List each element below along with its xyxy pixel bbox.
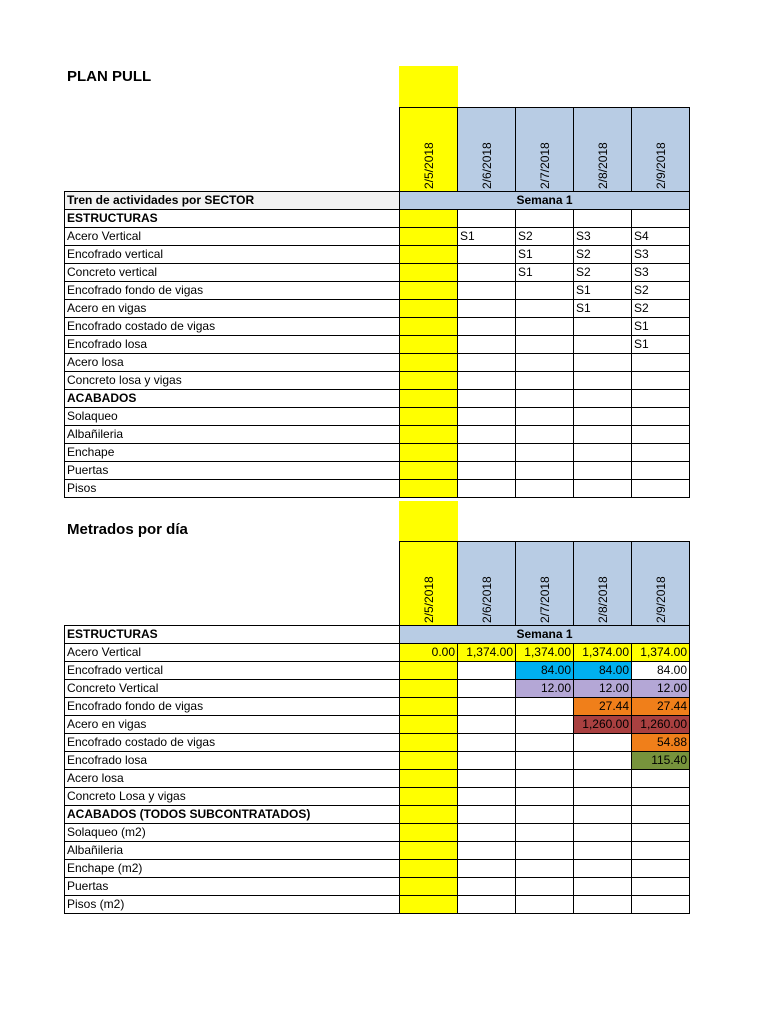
metrados-cell (458, 734, 516, 752)
plan-cell (458, 390, 516, 408)
plan-cell (458, 318, 516, 336)
metrados-date: 2/6/2018 (479, 576, 494, 623)
metrados-row (65, 734, 690, 752)
plan-cell (516, 318, 574, 336)
plan-date: 2/7/2018 (537, 142, 552, 189)
metrados-cell (516, 878, 574, 896)
metrados-cell (574, 806, 632, 824)
metrados-cell (574, 896, 632, 914)
metrados-cell: 1,260.00 (632, 716, 690, 734)
plan-row (65, 408, 690, 426)
metrados-row (65, 752, 690, 770)
plan-cell (516, 390, 574, 408)
metrados-cell: 12.00 (574, 680, 632, 698)
plan-row (65, 354, 690, 372)
metrados-header-label: ESTRUCTURAS (65, 626, 400, 644)
plan-cell: S1 (632, 336, 690, 354)
plan-row-label: Concreto vertical (65, 264, 400, 282)
metrados-date: 2/5/2018 (421, 576, 436, 623)
metrados-row-label: Acero en vigas (65, 716, 400, 734)
plan-cell: S2 (516, 228, 574, 246)
plan-cell: S2 (574, 264, 632, 282)
metrados-cell (400, 716, 458, 734)
metrados-row (65, 644, 690, 662)
metrados-cell: 1,374.00 (632, 644, 690, 662)
plan-row-label: Puertas (65, 462, 400, 480)
metrados-cell (516, 824, 574, 842)
metrados-row (65, 698, 690, 716)
plan-row-label: Encofrado vertical (65, 246, 400, 264)
metrados-row (65, 788, 690, 806)
metrados-cell (632, 896, 690, 914)
plan-cell (516, 480, 574, 498)
yellow-column-cap (399, 66, 458, 107)
metrados-row-label: Concreto Losa y vigas (65, 788, 400, 806)
plan-cell: S4 (632, 228, 690, 246)
metrados-cell (458, 842, 516, 860)
plan-row-label: Encofrado losa (65, 336, 400, 354)
plan-cell (400, 264, 458, 282)
metrados-table (64, 541, 690, 914)
plan-cell (400, 336, 458, 354)
plan-cell: S2 (574, 246, 632, 264)
plan-cell (458, 246, 516, 264)
plan-cell (632, 210, 690, 228)
metrados-row (65, 842, 690, 860)
metrados-cell (574, 824, 632, 842)
plan-row (65, 480, 690, 498)
metrados-cell: 1,374.00 (516, 644, 574, 662)
plan-row-label: Acero Vertical (65, 228, 400, 246)
plan-cell (400, 300, 458, 318)
metrados-cell (458, 770, 516, 788)
plan-cell (458, 444, 516, 462)
metrados-row (65, 680, 690, 698)
metrados-cell (458, 788, 516, 806)
plan-cell (574, 390, 632, 408)
metrados-cell (516, 788, 574, 806)
metrados-cell (632, 878, 690, 896)
plan-cell (516, 444, 574, 462)
plan-cell (400, 408, 458, 426)
metrados-cell (574, 860, 632, 878)
plan-cell (516, 336, 574, 354)
metrados-cell: 115.40 (632, 752, 690, 770)
plan-cell (632, 408, 690, 426)
yellow-column-cap (399, 501, 458, 541)
plan-cell: S2 (632, 282, 690, 300)
metrados-cell (574, 788, 632, 806)
metrados-cell (458, 806, 516, 824)
metrados-cell (574, 878, 632, 896)
metrados-row-label: Puertas (65, 878, 400, 896)
metrados-cell (516, 716, 574, 734)
plan-row (65, 444, 690, 462)
plan-cell (400, 318, 458, 336)
plan-cell (458, 264, 516, 282)
metrados-cell (400, 752, 458, 770)
metrados-cell: 12.00 (516, 680, 574, 698)
metrados-row (65, 806, 690, 824)
metrados-cell (574, 734, 632, 752)
metrados-row (65, 860, 690, 878)
metrados-cell: 1,260.00 (574, 716, 632, 734)
plan-row-label: Concreto losa y vigas (65, 372, 400, 390)
metrados-row-label: Encofrado fondo de vigas (65, 698, 400, 716)
metrados-cell: 54.88 (632, 734, 690, 752)
plan-cell: S3 (574, 228, 632, 246)
metrados-row (65, 824, 690, 842)
plan-cell (516, 300, 574, 318)
plan-cell (458, 426, 516, 444)
plan-cell (632, 480, 690, 498)
plan-week-label: Semana 1 (400, 192, 690, 210)
metrados-cell (516, 752, 574, 770)
metrados-cell (400, 788, 458, 806)
metrados-cell (516, 896, 574, 914)
metrados-cell (458, 878, 516, 896)
metrados-row-label: Acero losa (65, 770, 400, 788)
plan-row-label: Acero losa (65, 354, 400, 372)
plan-cell (574, 318, 632, 336)
metrados-row (65, 896, 690, 914)
metrados-cell: 84.00 (632, 662, 690, 680)
plan-cell (632, 390, 690, 408)
plan-cell (400, 480, 458, 498)
metrados-date: 2/9/2018 (653, 576, 668, 623)
plan-cell (516, 354, 574, 372)
plan-cell: S3 (632, 264, 690, 282)
plan-cell (574, 210, 632, 228)
plan-row (65, 282, 690, 300)
plan-cell: S1 (516, 264, 574, 282)
metrados-cell (516, 806, 574, 824)
plan-cell (574, 462, 632, 480)
plan-row-label: Enchape (65, 444, 400, 462)
metrados-row-label: Encofrado vertical (65, 662, 400, 680)
plan-row (65, 210, 690, 228)
metrados-cell (400, 860, 458, 878)
metrados-cell: 1,374.00 (458, 644, 516, 662)
metrados-cell (458, 752, 516, 770)
metrados-cell (574, 770, 632, 788)
metrados-cell: 0.00 (400, 644, 458, 662)
metrados-cell (516, 860, 574, 878)
metrados-row-label: Concreto Vertical (65, 680, 400, 698)
metrados-date: 2/8/2018 (595, 576, 610, 623)
metrados-cell: 1,374.00 (574, 644, 632, 662)
plan-row-label: Albañileria (65, 426, 400, 444)
metrados-cell (632, 770, 690, 788)
plan-cell (458, 408, 516, 426)
plan-cell (400, 444, 458, 462)
metrados-cell (400, 896, 458, 914)
metrados-cell (458, 716, 516, 734)
plan-cell (516, 210, 574, 228)
plan-cell (574, 408, 632, 426)
plan-row (65, 390, 690, 408)
plan-row (65, 246, 690, 264)
metrados-cell (632, 824, 690, 842)
plan-cell (516, 372, 574, 390)
plan-cell (400, 390, 458, 408)
plan-cell: S1 (516, 246, 574, 264)
plan-cell (574, 336, 632, 354)
metrados-cell: 84.00 (516, 662, 574, 680)
plan-cell (632, 354, 690, 372)
metrados-row-label: Solaqueo (m2) (65, 824, 400, 842)
metrados-cell (400, 806, 458, 824)
plan-cell (458, 336, 516, 354)
plan-cell (400, 462, 458, 480)
metrados-cell (400, 770, 458, 788)
metrados-cell (516, 842, 574, 860)
metrados-cell (458, 662, 516, 680)
plan-row-label: Pisos (65, 480, 400, 498)
metrados-cell (632, 860, 690, 878)
metrados-week-row (65, 626, 690, 644)
plan-cell (632, 462, 690, 480)
metrados-cell (458, 860, 516, 878)
plan-cell (458, 282, 516, 300)
plan-row-label: ESTRUCTURAS (65, 210, 400, 228)
metrados-row-label: ACABADOS (TODOS SUBCONTRATADOS) (65, 806, 400, 824)
plan-cell: S1 (574, 300, 632, 318)
plan-date-header-row (65, 108, 690, 192)
metrados-cell (400, 698, 458, 716)
plan-cell (458, 372, 516, 390)
metrados-cell (458, 698, 516, 716)
metrados-cell (400, 842, 458, 860)
plan-row (65, 228, 690, 246)
metrados-row (65, 716, 690, 734)
metrados-cell: 27.44 (632, 698, 690, 716)
plan-cell (574, 372, 632, 390)
metrados-row (65, 770, 690, 788)
plan-row (65, 372, 690, 390)
plan-row-label: Encofrado costado de vigas (65, 318, 400, 336)
metrados-cell (458, 824, 516, 842)
plan-row-label: ACABADOS (65, 390, 400, 408)
plan-cell (458, 354, 516, 372)
plan-cell (458, 210, 516, 228)
plan-header-label: Tren de actividades por SECTOR (65, 192, 400, 210)
metrados-row-label: Enchape (m2) (65, 860, 400, 878)
plan-cell (574, 426, 632, 444)
metrados-date: 2/7/2018 (537, 576, 552, 623)
plan-cell (400, 372, 458, 390)
plan-date: 2/8/2018 (595, 142, 610, 189)
metrados-cell (516, 770, 574, 788)
plan-title: PLAN PULL (67, 68, 152, 85)
plan-cell (458, 300, 516, 318)
metrados-cell (400, 824, 458, 842)
plan-cell (400, 246, 458, 264)
plan-cell (400, 210, 458, 228)
plan-cell (458, 462, 516, 480)
plan-row (65, 336, 690, 354)
plan-row (65, 318, 690, 336)
metrados-cell (632, 806, 690, 824)
plan-cell (400, 354, 458, 372)
plan-cell: S3 (632, 246, 690, 264)
metrados-cell (516, 698, 574, 716)
plan-cell (516, 426, 574, 444)
metrados-week-label: Semana 1 (400, 626, 690, 644)
plan-cell: S1 (574, 282, 632, 300)
plan-cell (574, 444, 632, 462)
metrados-cell (400, 878, 458, 896)
metrados-row (65, 662, 690, 680)
plan-row (65, 462, 690, 480)
metrados-cell (400, 680, 458, 698)
plan-cell (516, 408, 574, 426)
plan-cell (574, 354, 632, 372)
plan-cell (574, 480, 632, 498)
metrados-row-label: Encofrado losa (65, 752, 400, 770)
plan-cell: S2 (632, 300, 690, 318)
metrados-row-label: Albañileria (65, 842, 400, 860)
plan-cell: S1 (458, 228, 516, 246)
metrados-cell (400, 734, 458, 752)
metrados-cell (458, 896, 516, 914)
metrados-cell (574, 842, 632, 860)
plan-cell (400, 426, 458, 444)
plan-cell (516, 282, 574, 300)
plan-date: 2/9/2018 (653, 142, 668, 189)
plan-table (64, 107, 690, 498)
metrados-cell (574, 752, 632, 770)
plan-cell (632, 444, 690, 462)
metrados-cell: 12.00 (632, 680, 690, 698)
plan-cell (400, 228, 458, 246)
metrados-row-label: Acero Vertical (65, 644, 400, 662)
plan-row (65, 300, 690, 318)
metrados-date-header-row (65, 542, 690, 626)
plan-cell (400, 282, 458, 300)
metrados-cell (458, 680, 516, 698)
metrados-title: Metrados por día (67, 521, 188, 538)
metrados-row-label: Encofrado costado de vigas (65, 734, 400, 752)
metrados-row (65, 878, 690, 896)
plan-cell (516, 462, 574, 480)
plan-cell (632, 426, 690, 444)
metrados-cell: 27.44 (574, 698, 632, 716)
plan-row (65, 426, 690, 444)
metrados-cell (516, 734, 574, 752)
metrados-row-label: Pisos (m2) (65, 896, 400, 914)
plan-row-label: Encofrado fondo de vigas (65, 282, 400, 300)
plan-cell (458, 480, 516, 498)
plan-row-label: Solaqueo (65, 408, 400, 426)
metrados-cell (400, 662, 458, 680)
metrados-cell (632, 788, 690, 806)
metrados-cell: 84.00 (574, 662, 632, 680)
plan-row (65, 264, 690, 282)
plan-week-row (65, 192, 690, 210)
plan-cell: S1 (632, 318, 690, 336)
plan-date: 2/5/2018 (421, 142, 436, 189)
plan-date: 2/6/2018 (479, 142, 494, 189)
plan-cell (632, 372, 690, 390)
plan-row-label: Acero en vigas (65, 300, 400, 318)
metrados-cell (632, 842, 690, 860)
